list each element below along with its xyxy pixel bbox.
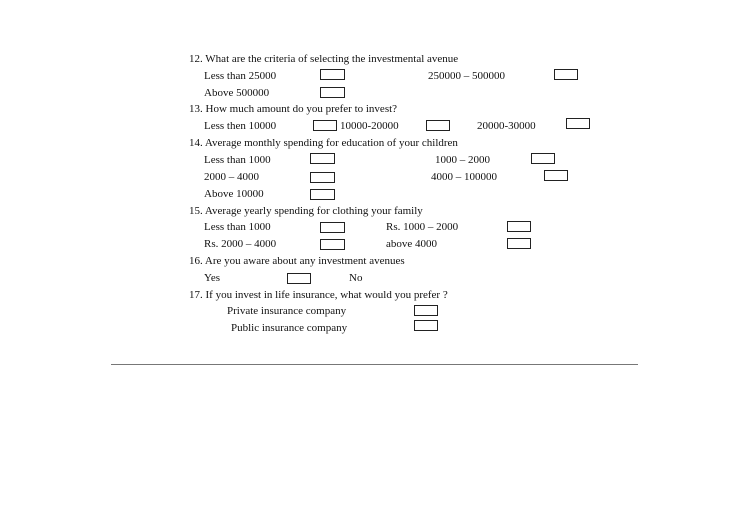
q16-option-yes: Yes [204, 272, 221, 284]
question-17: 17. If you invest in life insurance, what would you prefer ? [189, 289, 448, 301]
q12-checkbox-above-500000[interactable] [320, 87, 345, 98]
q14-option-less-than-1000: Less than 1000 [204, 154, 271, 166]
q12-checkbox-less-than-25000[interactable] [320, 69, 345, 80]
q15-checkbox-rs-2000-4000[interactable] [320, 239, 345, 250]
q14-checkbox-less-than-1000[interactable] [310, 153, 335, 164]
q12-option-above-500000: Above 500000 [204, 87, 270, 99]
question-13: 13. How much amount do you prefer to invest? [189, 103, 398, 115]
question-16: 16. Are you aware about any investment avenues [189, 255, 405, 267]
q14-checkbox-above-10000[interactable] [310, 189, 335, 200]
q17-option-public-insurance: Public insurance company [231, 322, 348, 334]
q12-option-250000-500000: 250000 – 500000 [428, 70, 505, 82]
q15-option-rs-2000-4000: Rs. 2000 – 4000 [204, 238, 277, 250]
q17-checkbox-public-insurance[interactable] [414, 320, 438, 331]
q13-checkbox-20000-30000[interactable] [566, 118, 590, 129]
q16-option-no: No [349, 272, 363, 284]
q14-checkbox-4000-100000[interactable] [544, 170, 568, 181]
q14-checkbox-1000-2000[interactable] [531, 153, 555, 164]
q13-option-less-then-10000: Less then 10000 [204, 120, 277, 132]
question-15: 15. Average yearly spending for clothing your family [189, 205, 423, 217]
footer-divider [111, 364, 638, 365]
q15-checkbox-less-than-1000[interactable] [320, 222, 345, 233]
q12-option-less-than-25000: Less than 25000 [204, 70, 277, 82]
q14-checkbox-2000-4000[interactable] [310, 172, 335, 183]
q14-option-2000-4000: 2000 – 4000 [204, 171, 259, 183]
q15-checkbox-rs-1000-2000[interactable] [507, 221, 531, 232]
q16-checkbox-yes[interactable] [287, 273, 311, 284]
question-12: 12. What are the criteria of selecting the investmental avenue [189, 53, 459, 65]
q17-option-private-insurance: Private insurance company [227, 305, 347, 317]
question-14: 14. Average monthly spending for education of your children [189, 137, 458, 149]
q17-checkbox-private-insurance[interactable] [414, 305, 438, 316]
q14-option-1000-2000: 1000 – 2000 [435, 154, 490, 166]
q15-checkbox-above-4000[interactable] [507, 238, 531, 249]
q15-option-less-than-1000: Less than 1000 [204, 221, 271, 233]
q15-option-rs-1000-2000: Rs. 1000 – 2000 [386, 221, 459, 233]
q15-option-above-4000: above 4000 [386, 238, 438, 250]
q12-checkbox-250000-500000[interactable] [554, 69, 578, 80]
q14-option-4000-100000: 4000 – 100000 [431, 171, 497, 183]
q13-option-10000-20000: 10000-20000 [340, 120, 399, 132]
q13-checkbox-10000-20000[interactable] [426, 120, 450, 131]
q13-checkbox-less-then-10000[interactable] [313, 120, 337, 131]
q14-option-above-10000: Above 10000 [204, 188, 264, 200]
q13-option-20000-30000: 20000-30000 [477, 120, 536, 132]
